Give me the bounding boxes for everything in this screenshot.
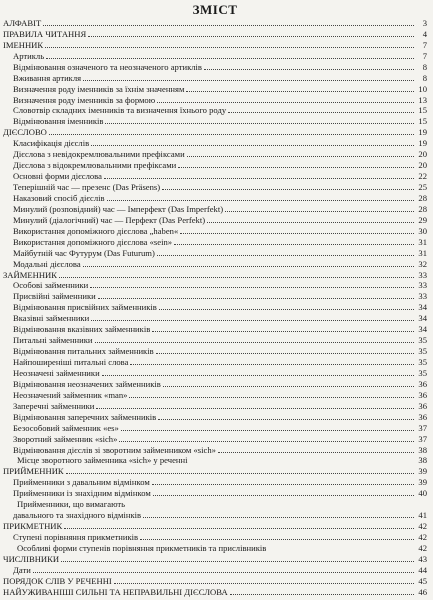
dot-leader: [178, 167, 414, 168]
toc-entry-row: [3, 170, 427, 181]
toc-entry-title: Основні форми дієслова: [13, 171, 102, 182]
toc-page-number: 7: [422, 50, 427, 61]
toc-entry-title: Словотвір складних іменників та визначення їхнього роду: [13, 105, 227, 116]
toc-page-number: 42: [418, 521, 427, 532]
toc-page-number: 42: [418, 542, 427, 553]
dot-leader: [43, 25, 414, 26]
toc-page-number: 36: [418, 411, 427, 422]
toc-entry-title: Відмінювання означеного та неозначеного артиклів: [13, 61, 202, 72]
toc-entry-title: Минулий (розповідний) час — Імперфект (Das Imperfekt): [13, 203, 224, 214]
dot-leader: [204, 69, 414, 70]
toc-entry-row: [3, 400, 427, 411]
toc-entry-title: Визначення роду іменників за формою: [13, 94, 156, 105]
toc-page-number: 34: [418, 302, 427, 313]
toc-page-number: 19: [418, 138, 427, 149]
dot-leader: [180, 233, 414, 234]
toc-entry-row: [3, 137, 427, 148]
toc-entry-title: ПРИЙМЕННИК: [3, 466, 64, 477]
toc-entry-title: Відмінювання присвійних займенників: [13, 302, 157, 313]
toc-entry-row: [3, 509, 427, 520]
dot-leader: [83, 266, 414, 267]
toc-page-number: 31: [418, 247, 427, 258]
toc-entry-title: Зворотний займенник «sich»: [13, 433, 118, 444]
toc-entry-row: [3, 192, 427, 203]
dot-leader: [66, 473, 414, 474]
toc-entry-title: ДІЄСЛОВО: [3, 127, 47, 138]
toc-page-number: 25: [418, 182, 427, 192]
toc-section-row: [3, 269, 427, 280]
dot-leader: [157, 255, 414, 256]
toc-page-number: 10: [418, 83, 427, 94]
toc-page-number: 15: [418, 105, 427, 116]
toc-entry-title: Відмінювання неозначених займенників: [13, 378, 161, 389]
toc-entry-title: Неозначені займенники: [13, 367, 100, 378]
toc-entry-row: [3, 378, 427, 389]
toc-entry-row: [3, 105, 427, 116]
toc-page-number: 38: [418, 444, 427, 455]
dot-leader: [98, 298, 414, 299]
toc-page-number: 32: [418, 258, 427, 269]
dot-leader: [104, 178, 414, 179]
toc-page-number: 33: [418, 291, 427, 302]
toc-entry-title: Заперечні займенники: [13, 400, 95, 411]
toc-entry-row: [3, 542, 427, 553]
dot-leader: [162, 189, 414, 190]
toc-section-row: [3, 465, 427, 476]
toc-entry-title: Відмінювання питальних займенників: [13, 346, 154, 357]
toc-page-number: 36: [418, 389, 427, 400]
toc-entry-title: Дієслова з невідокремлювальними префіксами: [13, 149, 185, 160]
toc-entry-row: [3, 531, 427, 542]
toc-page-number: 41: [418, 510, 427, 521]
dot-leader: [159, 309, 414, 310]
toc-page-number: 34: [418, 324, 427, 335]
dot-leader: [114, 583, 414, 584]
toc-entry-title: Майбутній час Футурум (Das Futurum): [13, 247, 155, 258]
toc-entry-row: [3, 203, 427, 214]
toc-section-row: [3, 553, 427, 564]
toc-entry-row: [3, 94, 427, 105]
toc-page-number: 37: [418, 422, 427, 433]
toc-entry-row: [3, 301, 427, 312]
toc-page-number: 8: [422, 72, 427, 83]
toc-page-number: 33: [418, 269, 427, 280]
toc-entry-title: Місце зворотного займенника «sich» у реченні: [17, 455, 188, 466]
dot-leader: [90, 287, 414, 288]
toc-section-row: [3, 17, 427, 28]
toc-page-number: 35: [418, 346, 427, 357]
dot-leader: [49, 134, 414, 135]
toc-page-number: 7: [422, 39, 427, 50]
toc-entry-row: [3, 214, 427, 225]
dot-leader: [158, 419, 414, 420]
toc-entry-title: Визначення роду іменників за їхнім значенням: [13, 83, 185, 94]
dot-leader: [83, 80, 414, 81]
toc-entry-title: Неозначений займенник «man»: [13, 389, 128, 400]
dot-leader: [95, 342, 414, 343]
toc-entry-row: [3, 356, 427, 367]
toc-page-number: 15: [418, 116, 427, 127]
toc-page-number: 34: [418, 313, 427, 324]
dot-leader: [157, 102, 414, 103]
toc-entry-title: Наказовий спосіб дієслів: [13, 192, 105, 203]
toc-entry-row: [3, 258, 427, 269]
toc-entry-title: Відмінювання вказівних займенників: [13, 324, 151, 335]
toc-entry-row: [3, 455, 427, 466]
dot-leader: [230, 594, 414, 595]
toc-entry-title: Вживання артикля: [13, 72, 82, 83]
dot-leader: [186, 91, 414, 92]
dot-leader: [207, 222, 414, 223]
toc-page-number: 22: [418, 171, 427, 182]
dot-leader: [105, 123, 414, 124]
toc-page-number: 45: [418, 575, 427, 586]
toc-page-number: 38: [418, 455, 427, 466]
dot-leader: [102, 375, 414, 376]
dot-leader: [152, 484, 414, 485]
toc-entry-row: [3, 159, 427, 170]
toc-page-number: 13: [418, 94, 427, 105]
toc-entry-row: [3, 290, 427, 301]
toc-entry-row: [3, 72, 427, 83]
toc-entry-title: Прийменники з давальним відмінком: [13, 477, 150, 488]
toc-entry-row: [3, 323, 427, 334]
toc-entry-row: [3, 247, 427, 258]
toc-entry-row: [3, 433, 427, 444]
toc-entry-row: [3, 312, 427, 323]
toc-entry-title: Вказівні займенники: [13, 313, 90, 324]
toc-section-row: [3, 575, 427, 586]
toc-page-number: 37: [418, 433, 427, 444]
dot-leader: [59, 277, 414, 278]
dot-leader: [225, 211, 414, 212]
toc-page-number: 8: [422, 61, 427, 72]
toc-entry-row: [3, 280, 427, 291]
toc-page-number: 20: [418, 149, 427, 160]
toc-page-number: 44: [418, 564, 427, 575]
toc-entry-row: [3, 115, 427, 126]
toc-entry-row: [3, 236, 427, 247]
toc-entry-title: ІМЕННИК: [3, 39, 44, 50]
toc-entry-title: ПРИКМЕТНИК: [3, 521, 63, 532]
toc-entry-title: Теперішній час — презенс (Das Präsens): [13, 182, 161, 192]
toc-entry-title: Класифікація дієслів: [13, 138, 90, 149]
dot-leader: [33, 572, 414, 573]
toc-entry-row: [3, 148, 427, 159]
dot-leader: [45, 47, 414, 48]
toc-entry-title: Відмінювання дієслів зі зворотним займенником «sich»: [13, 444, 216, 455]
toc-section-row: [3, 520, 427, 531]
dot-leader: [91, 145, 414, 146]
dot-leader: [187, 156, 414, 157]
dot-leader: [129, 397, 414, 398]
toc-entry-row: [3, 564, 427, 575]
toc-entry-row: [3, 476, 427, 487]
toc-entry-row: [3, 389, 427, 400]
dot-leader: [130, 364, 414, 365]
toc-entry-title: Артикль: [13, 50, 45, 61]
toc-entry-row: [3, 411, 427, 422]
toc-entry-title: Відмінювання заперечних займенників: [13, 411, 157, 422]
toc-entry-row: [3, 345, 427, 356]
toc-page-number: 42: [418, 532, 427, 542]
page-title: ЗМІСТ: [192, 2, 238, 17]
toc-entry-row: [3, 83, 427, 94]
dot-leader: [152, 331, 414, 332]
toc-entry-row: [3, 487, 427, 498]
toc-section-row: [3, 28, 427, 39]
toc-entry-title: Особливі форми ступенів порівняння прикметників та прислівників: [17, 542, 267, 553]
toc-section-row: [3, 586, 427, 597]
toc-page-number: 46: [418, 586, 427, 597]
toc-entry-title: НАЙУЖИВАНІШІ СИЛЬНІ ТА НЕПРАВИЛЬНІ ДІЄСЛОВА: [3, 586, 228, 597]
dot-leader: [96, 408, 414, 409]
toc-entry-title: ЗАЙМЕННИК: [3, 269, 57, 280]
toc-section-row: [3, 39, 427, 50]
toc-entry-row: [3, 334, 427, 345]
toc-page-number: 19: [418, 127, 427, 138]
toc-entry-title: Модальні дієслова: [13, 258, 81, 269]
toc-page-number: 28: [418, 203, 427, 214]
toc-entry-title: Безособовий займенник «es»: [13, 422, 119, 433]
dot-leader: [107, 200, 414, 201]
toc-entry-title: ЧИСЛІВНИКИ: [3, 553, 60, 564]
toc-entry-title: Прийменники, що вимагають: [17, 499, 126, 510]
dot-leader: [88, 36, 414, 37]
toc-page-number: 39: [418, 477, 427, 488]
table-of-contents: [3, 17, 427, 597]
dot-leader: [64, 528, 414, 529]
toc-entry-title: Дієслова з відокремлювальними префіксами: [13, 160, 177, 171]
toc-entry-row: [3, 50, 427, 61]
dot-leader: [156, 353, 414, 354]
toc-page-number: 31: [418, 236, 427, 247]
toc-entry-title: Питальні займенники: [13, 335, 93, 346]
toc-entry-title: Найпоширеніші питальні слова: [13, 357, 129, 367]
toc-entry-row: [3, 444, 427, 455]
toc-entry-row: [3, 181, 427, 192]
toc-entry-title: Використання допоміжного дієслова «sein»: [13, 236, 173, 247]
dot-leader: [228, 112, 414, 113]
toc-entry-row: [3, 367, 427, 378]
toc-entry-title: Дати: [13, 564, 31, 575]
dot-leader: [119, 441, 414, 442]
toc-entry-title: ПРАВИЛА ЧИТАННЯ: [3, 28, 87, 39]
toc-entry-title: Особові займенники: [13, 280, 89, 291]
toc-entry-row: [3, 225, 427, 236]
toc-entry-title: ПОРЯДОК СЛІВ У РЕЧЕННІ: [3, 575, 112, 586]
dot-leader: [121, 430, 414, 431]
toc-entry-row: [3, 498, 427, 509]
toc-page-number: 30: [418, 225, 427, 236]
dot-leader: [143, 517, 414, 518]
toc-entry-row: [3, 422, 427, 433]
toc-page-number: 36: [418, 378, 427, 389]
toc-page-number: 35: [418, 367, 427, 378]
dot-leader: [153, 495, 414, 496]
toc-entry-row: [3, 61, 427, 72]
toc-page-number: 36: [418, 400, 427, 411]
dot-leader: [140, 539, 414, 540]
toc-entry-title: Відмінювання іменників: [13, 116, 104, 127]
toc-page-number: 39: [418, 466, 427, 477]
toc-page-number: 29: [418, 214, 427, 225]
dot-leader: [91, 320, 414, 321]
toc-page-number: 4: [422, 28, 427, 39]
toc-entry-title: Присвійні займенники: [13, 291, 96, 302]
dot-leader: [46, 58, 414, 59]
toc-page-number: 33: [418, 280, 427, 291]
toc-page-number: 28: [418, 192, 427, 203]
dot-leader: [174, 244, 414, 245]
toc-page-number: 35: [418, 335, 427, 346]
dot-leader: [163, 386, 414, 387]
dot-leader: [218, 452, 414, 453]
toc-entry-title: Використання допоміжного дієслова „haben«: [13, 225, 179, 236]
toc-page-number: 40: [418, 488, 427, 499]
toc-page-number: 35: [418, 357, 427, 367]
toc-entry-title: Ступені порівняння прикметників: [13, 532, 139, 542]
toc-page-number: 3: [422, 17, 427, 28]
toc-page-number: 20: [418, 160, 427, 171]
toc-entry-title: Минулий (діалогічний) час — Перфект (Das Perfekt): [13, 214, 206, 225]
toc-entry-title: АЛФАВІТ: [3, 17, 42, 28]
toc-entry-title: Прийменники із знахідним відмінком: [13, 488, 151, 499]
toc-entry-title: давального та знахідного відмінків: [13, 510, 142, 521]
toc-section-row: [3, 126, 427, 137]
dot-leader: [61, 561, 414, 562]
toc-page-number: 43: [418, 553, 427, 564]
